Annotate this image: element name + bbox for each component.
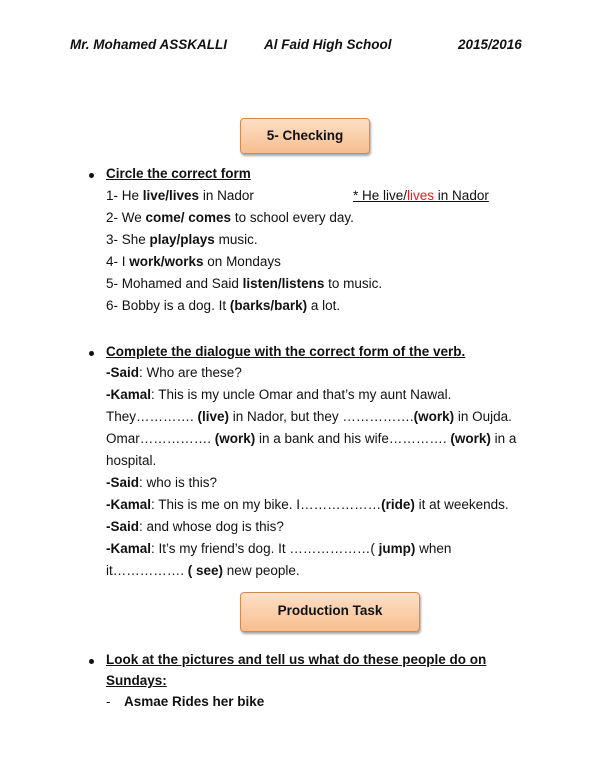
dialogue-text: in a: [490, 431, 517, 446]
bullet-icon: [89, 173, 94, 178]
dialogue-text: : This is my uncle Omar and that’s my aunt Nawal.: [151, 387, 452, 402]
dialogue-text: : and whose dog is this?: [139, 519, 284, 534]
item-text: to music.: [324, 276, 383, 291]
dialogue-line-8: [106, 519, 284, 534]
speaker-name: -Said: [106, 475, 140, 490]
item-text: 2- We: [106, 210, 146, 225]
verb-prompt: (work): [413, 409, 455, 424]
verb-prompt: (live): [197, 409, 230, 424]
item-text: 6- Bobby is a dog. It: [106, 298, 230, 313]
dialogue-text: : It’s my friend’s dog. It ………………(: [151, 541, 379, 556]
item-text: 1- He: [106, 188, 143, 203]
bullet-icon: [89, 659, 94, 664]
exercise3-item-1: Asmae Rides her bike: [124, 694, 265, 709]
exercise3-title-line2: Sundays:: [106, 673, 167, 688]
dialogue-text: when: [415, 541, 452, 556]
dialogue-line-7: [106, 497, 509, 512]
item-text: in Nador: [199, 188, 254, 203]
verb-prompt: (ride): [381, 497, 415, 512]
exercise1-title: Circle the correct form: [106, 166, 251, 181]
bullet-icon: [89, 351, 94, 356]
production-task-box: Production Task: [240, 592, 420, 632]
speaker-name: -Said: [106, 365, 140, 380]
dialogue-line-9: [106, 541, 451, 556]
item-options: (barks/bark): [229, 298, 308, 313]
dash-marker: -: [106, 694, 111, 709]
item-text: to school every day.: [231, 210, 354, 225]
example-prefix: * He live/: [353, 188, 408, 203]
exercise1-item-6: [106, 298, 340, 313]
dialogue-text: in Oujda.: [454, 409, 512, 424]
checking-heading-box: 5- Checking: [240, 118, 370, 154]
item-options: play/plays: [149, 232, 215, 247]
dialogue-text: : Who are these?: [139, 365, 242, 380]
exercise2-title: Complete the dialogue with the correct form of the verb.: [106, 344, 466, 359]
item-options: live/lives: [142, 188, 200, 203]
dialogue-line-5: [106, 453, 156, 468]
verb-prompt: jump): [378, 541, 416, 556]
item-text: music.: [214, 232, 258, 247]
example-answer-word: lives: [407, 188, 435, 203]
dialogue-text: hospital.: [106, 453, 157, 468]
item-text: 4- I: [106, 254, 130, 269]
dialogue-text: it…………….: [106, 563, 188, 578]
item-text: a lot.: [307, 298, 341, 313]
speaker-name: -Kamal: [106, 497, 152, 512]
dialogue-line-2: [106, 387, 451, 402]
teacher-name: Mr. Mohamed ASSKALLI: [70, 37, 228, 52]
verb-prompt: ( see): [187, 563, 224, 578]
item-text: 3- She: [106, 232, 150, 247]
dialogue-text: it at weekends.: [414, 497, 509, 512]
page-header: [0, 37, 600, 55]
dialogue-text: in a bank and his wife………….: [255, 431, 451, 446]
exercise1-item-1: [106, 188, 254, 203]
item-options: work/works: [129, 254, 204, 269]
school-name: Al Faid High School: [264, 37, 392, 52]
speaker-name: -Kamal: [106, 387, 152, 402]
dialogue-text: : who is this?: [139, 475, 218, 490]
item-options: listen/listens: [242, 276, 325, 291]
dialogue-line-6: [106, 475, 217, 490]
example-suffix: in Nador: [434, 188, 489, 203]
dialogue-line-10: [106, 563, 300, 578]
exercise1-item-3: [106, 232, 258, 247]
exercise3-title-line1: Look at the pictures and tell us what do these people do on: [106, 652, 487, 667]
speaker-name: -Said: [106, 519, 140, 534]
verb-prompt: (work): [450, 431, 491, 446]
dialogue-line-1: [106, 365, 242, 380]
dialogue-line-3: [106, 409, 512, 424]
item-text: 5- Mohamed and Said: [106, 276, 243, 291]
item-options: come/ comes: [145, 210, 232, 225]
dialogue-text: in Nador, but they …………….: [229, 409, 414, 424]
speaker-name: -Kamal: [106, 541, 152, 556]
dialogue-text: They………….: [106, 409, 198, 424]
item-text: on Mondays: [203, 254, 281, 269]
example-answer: [353, 188, 489, 203]
exercise1-item-2: [106, 210, 354, 225]
exercise1-item-4: [106, 254, 281, 269]
dialogue-line-4: [106, 431, 516, 446]
dialogue-text: : This is me on my bike. I………………: [151, 497, 382, 512]
exercise1-item-5: [106, 276, 382, 291]
verb-prompt: (work): [214, 431, 256, 446]
dialogue-text: new people.: [223, 563, 300, 578]
school-year: 2015/2016: [458, 37, 522, 52]
dialogue-text: Omar…………….: [106, 431, 215, 446]
